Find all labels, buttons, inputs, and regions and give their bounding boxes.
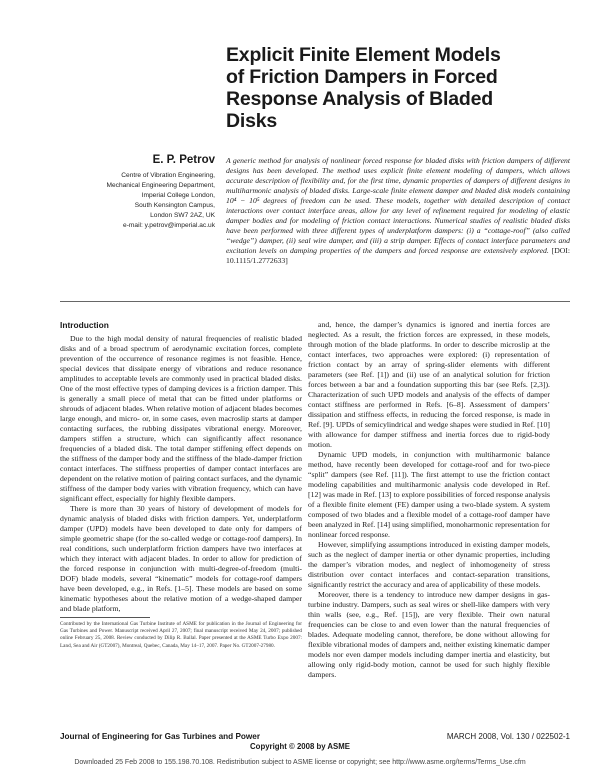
title-line: Response Analysis of Bladed	[226, 88, 493, 110]
body-paragraph: Moreover, there is a tendency to introduce new damper designs in gas-turbine industry. Dampers, such as seal wires or shell-like dampers with very thin walls (see, e.g., Ref. [15]), are very flexible. Their own natural frequencies can be close to and even lower than the natural frequencies of blades. Adequate modeling cannot, therefore, be done without allowing for flexible vibrational modes of dampers and, neither existing kinematic damper models nor even damper models including damper inertia and elasticity, but allowing only rigid-body motion, cannot be used for such highly flexible dampers.	[308, 590, 550, 679]
header-divider	[60, 301, 570, 302]
right-column	[308, 320, 550, 680]
title-line: Disks	[226, 110, 278, 132]
journal-name: Journal of Engineering for Gas Turbines and Power	[60, 732, 261, 741]
author-name: E. P. Petrov	[152, 154, 215, 166]
download-notice: Downloaded 25 Feb 2008 to 155.198.70.108. Redistribution subject to ASME license or copyright; see http://www.asme.org/terms/Terms_Use.cfm	[74, 759, 526, 766]
affiliation-line: Imperial College London,	[141, 192, 215, 199]
affiliation-line: London SW7 2AZ, UK	[150, 212, 215, 219]
body-paragraph: and, hence, the damper’s dynamics is ignored and inertia forces are neglected. As a result, the friction forces are expressed, in these models, through motion of the blade platforms. In order to describe microslip at the contact interfaces, two approaches were explored: (i) representation of friction contact by an array of spring-slider elements with different parameters (see Ref. [1]) and (ii) use of an analytical solution for friction forces between a bar and a foundation supporting this bar (see Refs. [2,3]). Characterization of such UPD models and analysis of the effects of damper contact stiffness are performed in Refs. [6–8]. Assessment of dampers’ dissipation and stiffness effects, in reducing the forced response, is made in Ref. [9]. UPDs of semicylindrical and wedge shapes were studied in Ref. [10] with allowance for damper stiffness and inertia forces due to rigid-body motion.	[308, 320, 550, 449]
footnote: Contributed by the International Gas Turbine Institute of ASME for publication in the Journal of Engineering for Gas Turbines and Power. Manuscript received April 27, 2007; final manuscript received May 24, 2007; published online February 25, 2008. Review conducted by Dilip R. Ballal. Paper presented at the ASME Turbo Expo 2007: Land, Sea and Air (GT2007), Montreal, Quebec, Canada, May 14–17, 2007. Paper No. GT2007-27980.	[60, 621, 302, 649]
affiliation-line: Centre of Vibration Engineering,	[121, 172, 215, 179]
abstract-text: A generic method for analysis of nonlinear forced response for bladed disks with friction dampers of different designs has been developed. The method uses explicit finite element modeling of dampers, which allows accurate description of flexibility and, for the first time, dynamic properties of dampers of different designs in multiharmonic analysis of bladed disks. Large-scale finite element damper and bladed disk models containing 10⁴ − 10⁵ degrees of freedom can be used. These models, together with detailed description of contact interactions over contact interface areas, allow for any level of refinement required for modeling of elastic damper bodies and for modeling of friction contact interactions. Numerical studies of realistic bladed disks have been performed with three different types of underplatform dampers: (i) a “cottage-roof” (also called “wedge”) damper, (ii) seal wire damper, and (iii) a strip damper. Effects of contact interface parameters and excitation levels on damping properties of the dampers and forced response are extensively explored.	[226, 156, 570, 255]
body-paragraph: Due to the high modal density of natural frequencies of realistic bladed disks and of a broad spectrum of aerodynamic excitation forces, complete prevention of the occurrence of resonance regimes is not feasible. Hence, special devices that dissipate energy of vibrations and reduce resonance amplitudes to acceptable levels are commonly used in practical bladed disks. One of the most effective types of damping devices is a friction damper. This is generally a small piece of metal that can be fitted under platforms or shrouds of adjacent blades. When relative motion of adjacent blades becomes large enough, and micro- or, in some cases, even macroslip starts at damper contacting surfaces, the rubbing dissipates vibrational energy. Moreover, dampers stiffen a structure, which can significantly affect resonance frequencies of a bladed disk. The total damper stiffening effect depends on the stiffness of the damper body and the stiffness of the blade-damper friction contact interfaces. The stiffness properties of damper contact interfaces are dependent on the relative motion of pairing contact surfaces, and the dynamic stiffness of the damper body varies with vibration frequency, which can have significant effect, especially for highly flexible dampers.	[60, 334, 302, 503]
left-column	[60, 320, 302, 614]
author-email[interactable]: e-mail: y.petrov@imperial.ac.uk	[123, 222, 215, 229]
section-heading: Introduction	[60, 320, 109, 330]
author-affiliation	[60, 171, 215, 231]
affiliation-line: South Kensington Campus,	[134, 202, 215, 209]
issue-info: MARCH 2008, Vol. 130 / 022502-1	[446, 732, 570, 741]
title-line: Explicit Finite Element Models	[226, 44, 501, 66]
doi-link[interactable]: [DOI: 10.1115/1.2772633]	[226, 246, 570, 265]
body-paragraph: However, simplifying assumptions introduced in existing damper models, such as the neglect of damper inertia or other dynamic properties, including the damper’s vibration modes, and neglect of inhomogeneity of stress distribution over contact interfaces and contact-separation transitions, significantly restrict the accuracy and area of applicability of these models.	[308, 540, 550, 589]
footnote-divider	[60, 617, 150, 618]
copyright-notice: Copyright © 2008 by ASME	[250, 742, 350, 751]
title-line: of Friction Dampers in Forced	[226, 66, 498, 88]
affiliation-line: Mechanical Engineering Department,	[106, 182, 215, 189]
body-paragraph: There is more than 30 years of history of development of models for dynamic analysis of bladed disks with friction dampers. Yet, underplatform damper (UPD) models have been developed to date only for dampers of simple geometric shape (for the so-called wedge or cottage-roof dampers). In real conditions, such underplatform friction dampers have two interfaces at which they interact with adjacent blades. In order to allow for prediction of the forced response in conjunction with multi-degree-of-freedom (multi-DOF) blade models, several “kinematic” models for cottage-roof dampers have been developed, e.g., in Refs. [1–5]. These models are based on some kinematic hypotheses about the relative motion of a wedge-shaped damper and blade platform,	[60, 504, 302, 613]
body-paragraph: Dynamic UPD models, in conjunction with multiharmonic balance method, have recently been developed for cottage-roof and for two-piece “split” dampers (see Ref. [11]). The first attempt to use the friction contact modeling capabilities and multiharmonic analysis code developed in Ref. [12] was made in Ref. [13] to explore possibilities of forced response analysis of a flexible finite element (FE) damper using a two-blade system. A system composed of two blades and a flexible model of a cottage-roof damper have been analyzed in Ref. [14] using simplified, monoharmonic representation for nonlinear forced response.	[308, 450, 550, 539]
abstract	[226, 156, 570, 266]
paper-title	[226, 44, 566, 132]
